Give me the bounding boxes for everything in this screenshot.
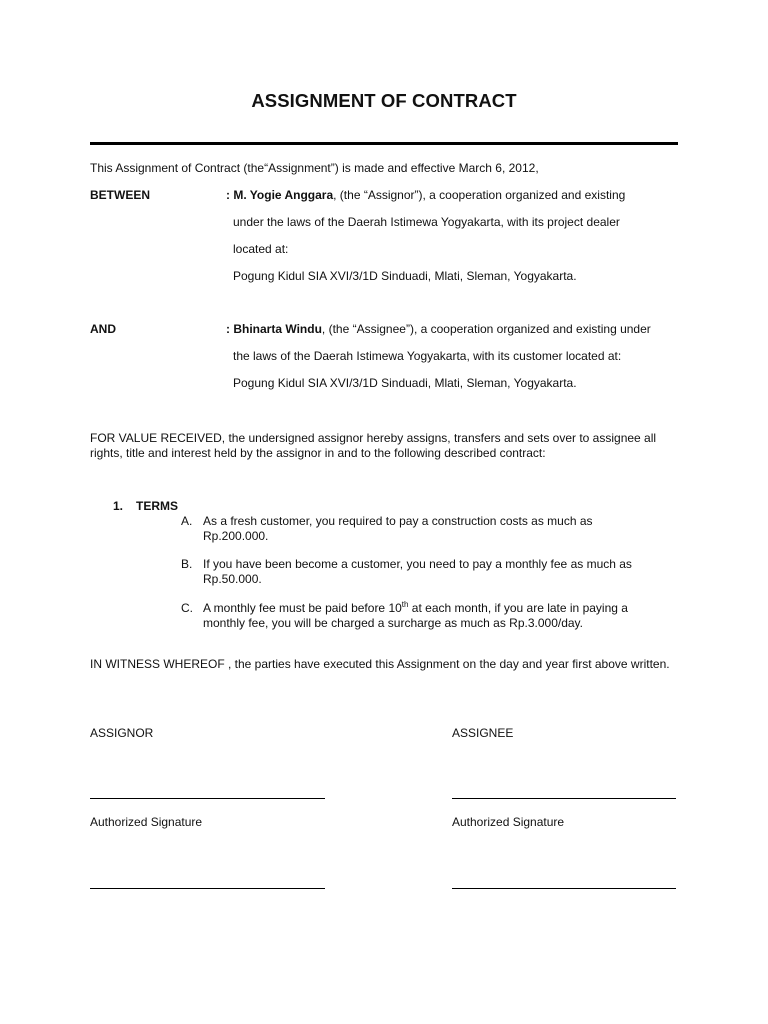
term-c-superscript: th (401, 600, 409, 609)
and-label: AND (90, 322, 116, 336)
term-b-text: If you have been become a customer, you need to pay a monthly fee as much as Rp.50.000. (203, 557, 632, 586)
assignor-authorized-signature: Authorized Signature (90, 815, 203, 829)
assignee-label: ASSIGNEE (452, 726, 514, 740)
assignee-second-line (452, 888, 676, 889)
assignee-authorized-signature: Authorized Signature (452, 815, 565, 829)
assignee-signature-line (452, 798, 676, 799)
term-a-letter: A. (181, 514, 193, 528)
and-line-1 (226, 322, 651, 337)
assignee-name: Bhinarta Windu (233, 322, 322, 336)
between-line-2: under the laws of the Daerah Istimewa Yogyakarta, with its project dealer (233, 215, 620, 229)
witness-paragraph: IN WITNESS WHEREOF , the parties have executed this Assignment on the day and year first above written. (90, 657, 670, 671)
intro-text: This Assignment of Contract (the“Assignment”) is made and effective March 6, 2012, (90, 161, 539, 175)
assignor-second-line (90, 888, 325, 889)
between-line-1 (226, 188, 625, 203)
assignor-name: M. Yogie Anggara (233, 188, 334, 202)
term-a-text: As a fresh customer, you required to pay a construction costs as much as Rp.200.000. (203, 514, 593, 543)
document-title: ASSIGNMENT OF CONTRACT (251, 90, 517, 111)
terms-heading: TERMS (136, 499, 178, 513)
and-colon: : (226, 322, 230, 336)
and-address: Pogung Kidul SIA XVI/3/1D Sinduadi, Mlati, Sleman, Yogyakarta. (233, 376, 577, 390)
between-label: BETWEEN (90, 188, 150, 202)
term-c-text-before: A monthly fee must be paid before 10 (203, 601, 402, 615)
term-c-text-after: at each month, if you are late in paying a monthly fee, you will be charged a surcharge as much as Rp.3.000/day. (203, 601, 628, 630)
term-c-letter: C. (181, 601, 193, 615)
assignor-signature-line (90, 798, 325, 799)
between-line-3: located at: (233, 242, 289, 256)
title-divider (90, 142, 678, 145)
and-line-2: the laws of the Daerah Istimewa Yogyakarta, with its customer located at: (233, 349, 622, 363)
between-line-1-rest: , (the “Assignor”), a cooperation organized and existing (333, 188, 626, 202)
term-c-text (203, 601, 658, 631)
between-address: Pogung Kidul SIA XVI/3/1D Sinduadi, Mlati, Sleman, Yogyakarta. (233, 269, 577, 283)
value-received-paragraph: FOR VALUE RECEIVED, the undersigned assignor hereby assigns, transfers and sets over to assignee all rights, title and interest held by the assignor in and to the following described contract: (90, 431, 657, 460)
assignor-label: ASSIGNOR (90, 726, 154, 740)
terms-number: 1. (113, 499, 124, 513)
and-line-1-rest: , (the “Assignee”), a cooperation organized and existing under (321, 322, 651, 336)
between-colon: : (226, 188, 230, 202)
term-b-letter: B. (181, 557, 193, 571)
